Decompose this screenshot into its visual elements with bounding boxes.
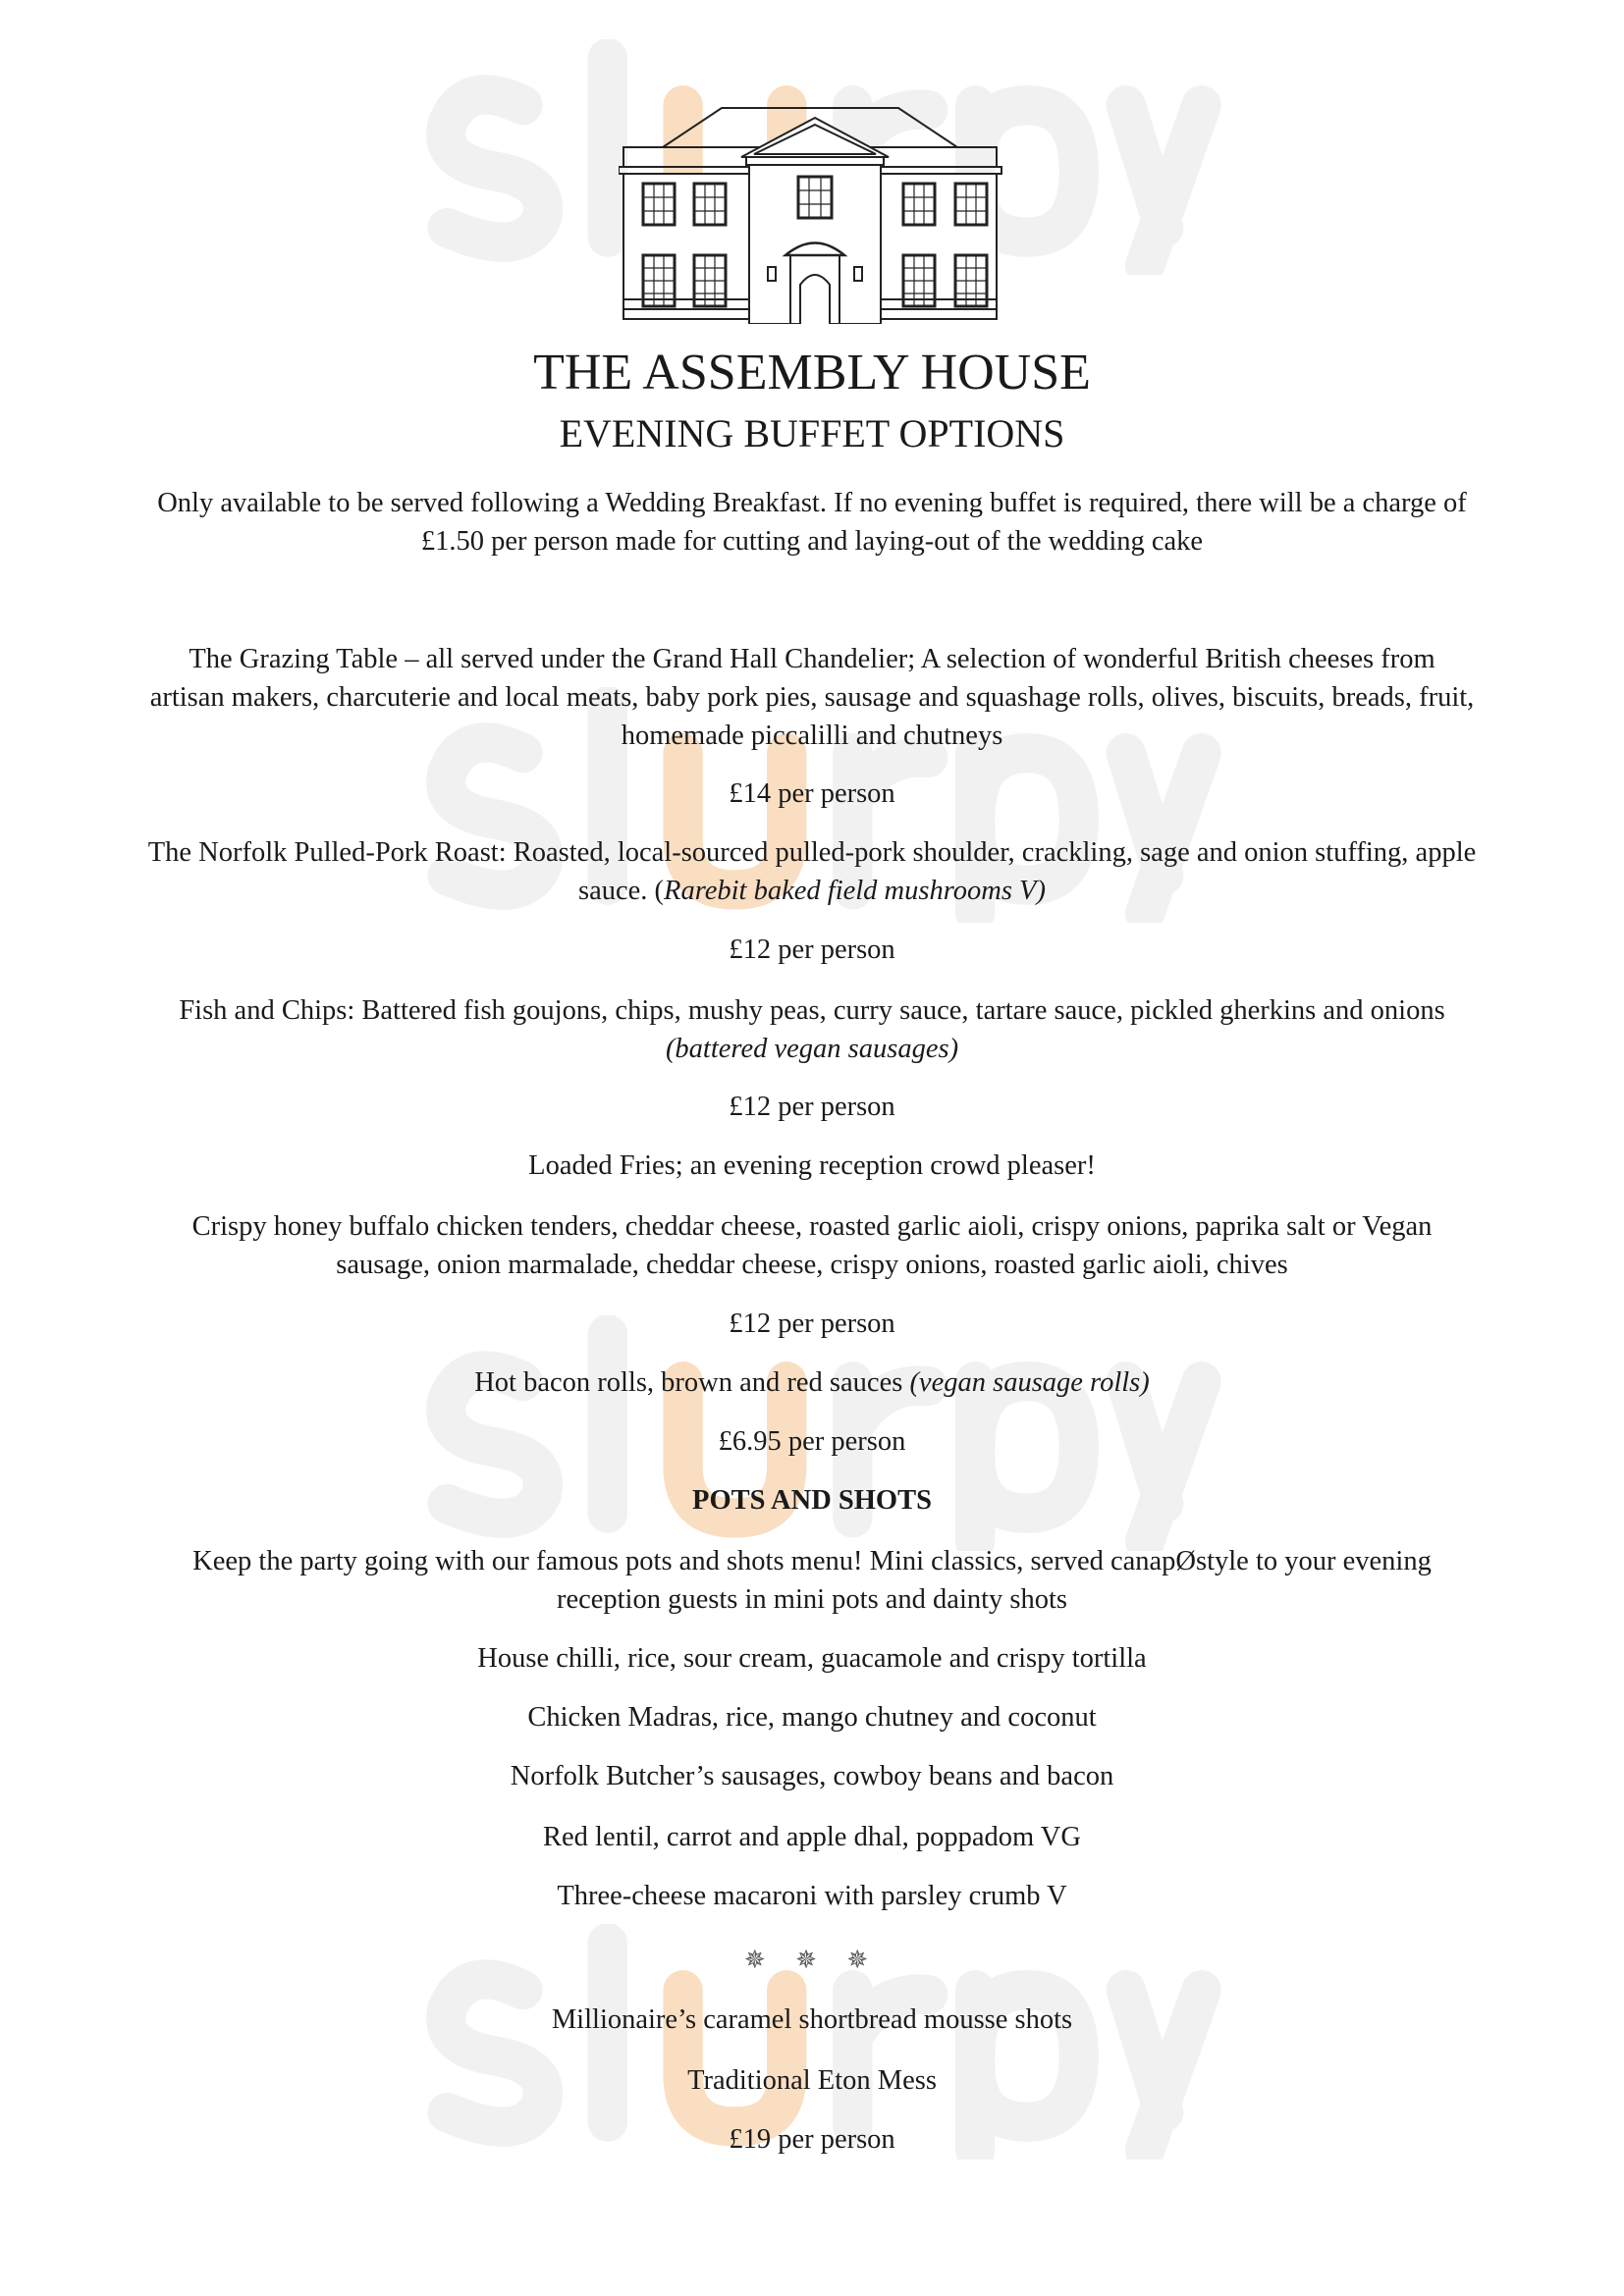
pots-item: Red lentil, carrot and apple dhal, poppadom VG — [543, 1822, 1081, 1852]
pots-intro — [20, 1542, 1604, 1619]
menu-item-grazing-table — [20, 640, 1604, 755]
item-description: sausage, onion marmalade, cheddar cheese, crispy onions, roasted garlic aioli, chives — [336, 1250, 1288, 1280]
pots-item: Millionaire’s caramel shortbread mousse shots — [551, 2004, 1073, 2035]
intro-line: Keep the party going with our famous pots and shots menu! Mini classics, served canapØstyle to your evening — [192, 1546, 1432, 1576]
intro-text — [20, 484, 1604, 561]
page-subtitle: EVENING BUFFET OPTIONS — [559, 411, 1065, 455]
item-price: £12 per person — [729, 1308, 895, 1339]
item-heading: Loaded Fries; an evening reception crowd pleaser! — [528, 1150, 1096, 1181]
pots-item: Chicken Madras, rice, mango chutney and coconut — [527, 1702, 1097, 1733]
item-description: The Norfolk Pulled-Pork Roast: Roasted, local-sourced pulled-pork shoulder, crackling, sage and onion stuffing, apple — [147, 837, 1477, 868]
item-price: £14 per person — [729, 778, 895, 809]
page-title: THE ASSEMBLY HOUSE — [533, 345, 1091, 400]
pots-item: House chilli, rice, sour cream, guacamole and crispy tortilla — [477, 1643, 1147, 1674]
house-facade-illustration-icon — [619, 93, 1031, 324]
vegan-option: (battered vegan sausages) — [665, 1034, 959, 1064]
item-price: £12 per person — [729, 1092, 895, 1122]
item-description: Crispy honey buffalo chicken tenders, cheddar cheese, roasted garlic aioli, crispy onions, paprika salt or Vegan — [191, 1211, 1433, 1242]
vegan-option: (vegan sausage rolls) — [909, 1367, 1150, 1398]
intro-line: reception guests in mini pots and dainty shots — [556, 1584, 1068, 1615]
item-description: Fish and Chips: Battered fish goujons, chips, mushy peas, curry sauce, tartare sauce, pickled gherkins and onions — [179, 995, 1445, 1026]
menu-item-bacon-rolls — [20, 1363, 1604, 1402]
menu-item-fish-and-chips — [20, 991, 1604, 1068]
vegetarian-option: Rarebit baked field mushrooms V) — [664, 876, 1046, 906]
menu-item-loaded-fries — [20, 1207, 1604, 1284]
item-price: £12 per person — [729, 934, 895, 965]
pots-item: Traditional Eton Mess — [687, 2065, 937, 2096]
menu-item-pulled-pork — [20, 833, 1604, 910]
item-description: sauce. ( — [578, 876, 665, 906]
item-description: artisan makers, charcuterie and local meats, baby pork pies, sausage and squashage rolls, olives, biscuits, breads, fruit, — [149, 682, 1475, 713]
item-description: Hot bacon rolls, brown and red sauces — [474, 1367, 910, 1398]
pots-item: Norfolk Butcher’s sausages, cowboy beans and bacon — [510, 1761, 1114, 1791]
item-price: £6.95 per person — [718, 1426, 906, 1457]
item-price: £19 per person — [729, 2124, 895, 2155]
star-divider-icon: ✵ ✵ ✵ — [743, 1946, 881, 1974]
section-heading-pots-and-shots: POTS AND SHOTS — [692, 1485, 932, 1516]
item-description: The Grazing Table – all served under the Grand Hall Chandelier; A selection of wonderful British cheeses from — [189, 644, 1435, 674]
item-description: homemade piccalilli and chutneys — [621, 721, 1003, 751]
intro-line: Only available to be served following a Wedding Breakfast. If no evening buffet is required, there will be a charge of — [157, 488, 1467, 518]
pots-item: Three-cheese macaroni with parsley crumb V — [557, 1881, 1067, 1911]
intro-line: £1.50 per person made for cutting and laying-out of the wedding cake — [420, 526, 1204, 557]
